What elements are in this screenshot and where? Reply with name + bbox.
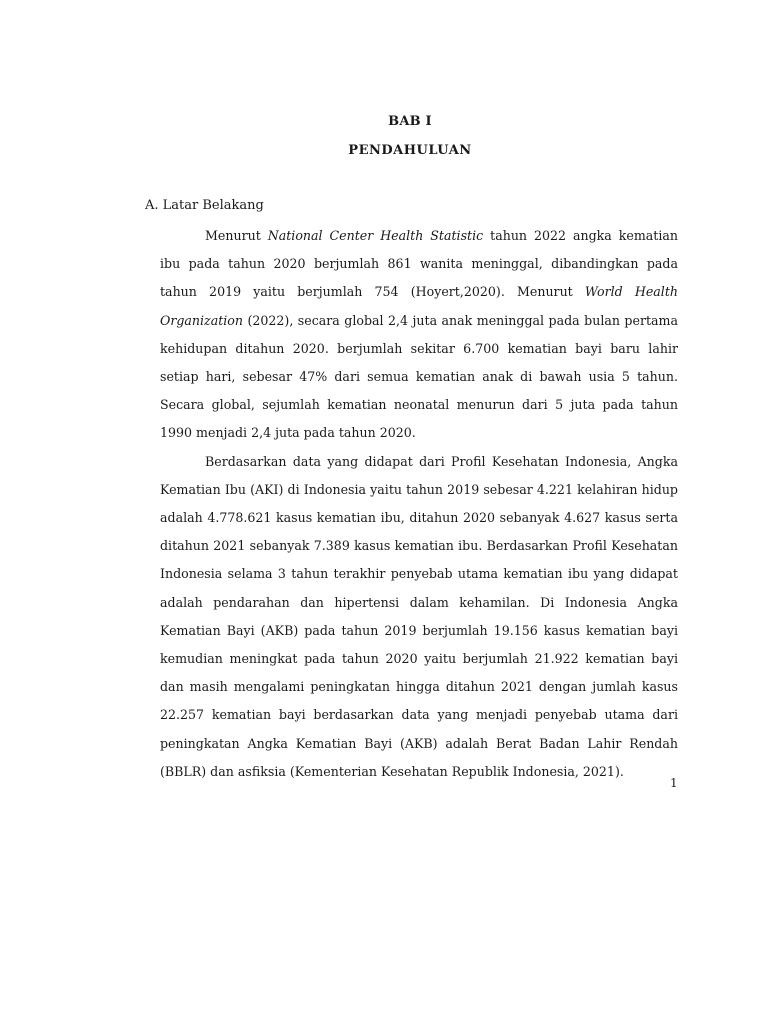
paragraph-1-italic-who: World Health Organization [160,284,678,328]
chapter-title: PENDAHULUAN [348,143,472,158]
paragraph-1-text-b: tahun 2022 angka kematian ibu pada tahun 2020 berjumlah 861 wanita meninggal, dibandingkan pada tahun 2019 yaitu berjumlah 754 (Hoyert,2020). Menurut [160,228,679,300]
section-heading: A. Latar Belakang [145,198,264,213]
page-number: 1 [670,776,678,790]
chapter-number: BAB I [388,114,432,129]
paragraph-2: Berdasarkan data yang didapat dari Profil Kesehatan Indonesia, Angka Kematian Ibu (AKI) di Indonesia yaitu tahun 2019 sebesar 4.221 kelahiran hidup adalah 4.778.621 kasus kematian ibu, ditahun 2020 sebanyak 4.627 kasus serta ditahun 2021 sebanyak 7.389 kasus kematian ibu. Berdasarkan Profil Kesehatan Indonesia selama 3 tahun terakhir penyebab utama kematian ibu yang didapat adalah pendarahan dan hipertensi dalam kehamilan. Di Indonesia Angka Kematian Bayi (AKB) pada tahun 2019 berjumlah 19.156 kasus kematian bayi kemudian meningkat pada tahun 2020 yaitu berjumlah 21.922 kematian bayi dan masih mengalami peningkatan hingga ditahun 2021 dengan jumlah kasus 22.257 kematian bayi berdasarkan data yang menjadi penyebab utama dari peningkatan Angka Kematian Bayi (AKB) adalah Berat Badan Lahir Rendah (BBLR) dan asfiksia (Kementerian Kesehatan Republik Indonesia, 2021). [160,453,678,779]
body-text [160,222,678,786]
paragraph-1-text-c: (2022), secara global 2,4 juta anak meninggal pada bulan pertama kehidupan ditahun 2020. berjumlah sekitar 6.700 kematian bayi baru lahir setiap hari, sebesar 47% dari semua kematian anak di bawah usia 5 tahun. Secara global, sejumlah kematian neonatal menurun dari 5 juta pada tahun 1990 menjadi 2,4 juta pada tahun 2020. [160,312,678,441]
paragraph-1-italic-nchs: National Center Health Statistic [267,228,484,243]
paragraph-1 [160,222,678,448]
paragraph-1-text-a: Menurut [205,228,268,243]
